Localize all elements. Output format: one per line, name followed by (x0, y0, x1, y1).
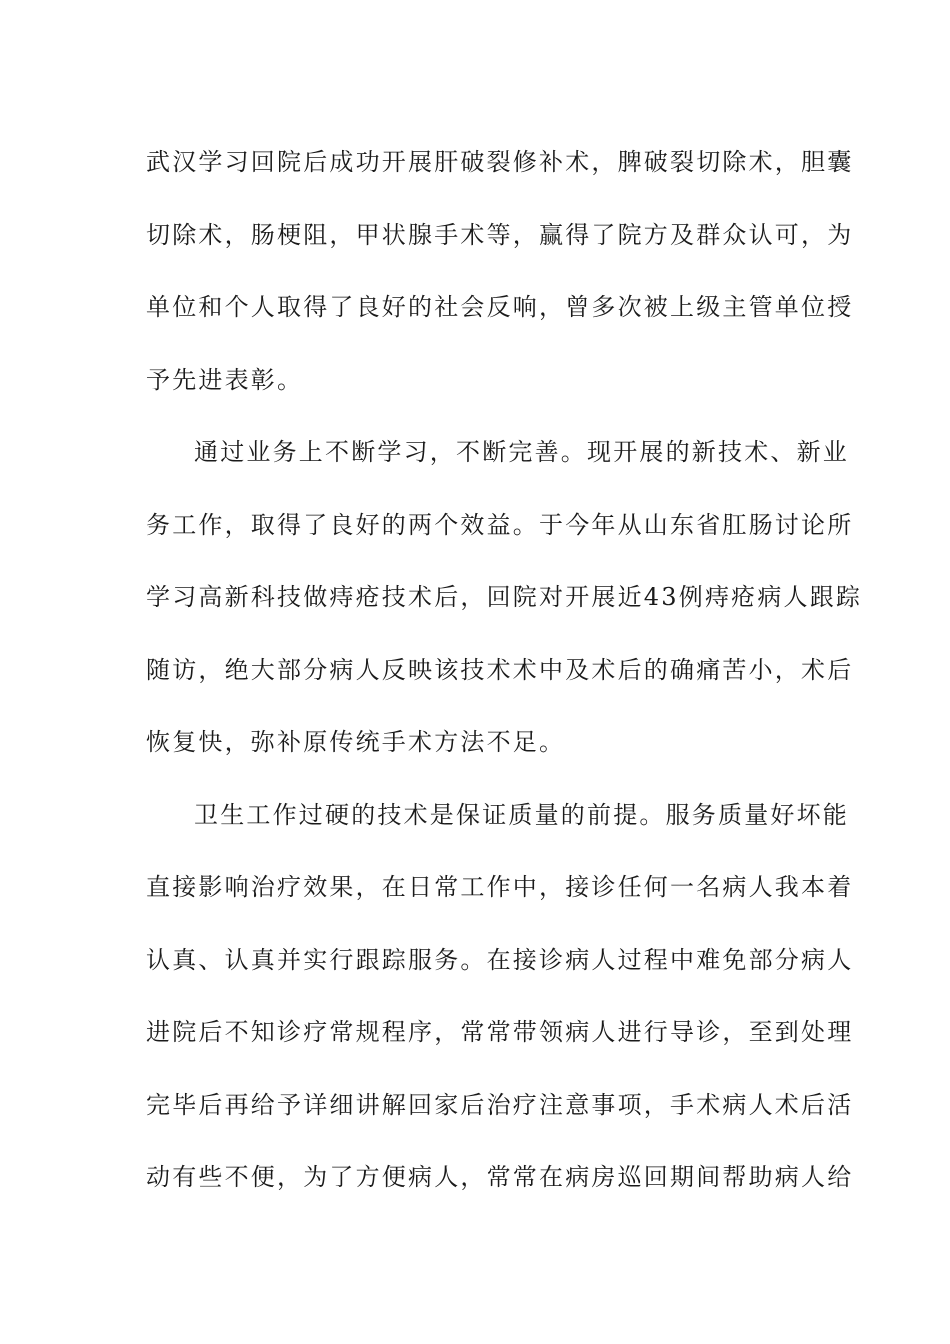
text-line: 完毕后再给予详细讲解回家后治疗注意事项，手术病人术后活 (146, 1090, 854, 1119)
text-line: 直接影响治疗效果，在日常工作中，接诊任何一名病人我本着 (146, 873, 854, 901)
text-line: 随访，绝大部分病人反映该技术术中及术后的确痛苦小，术后 (146, 655, 854, 684)
body-text (146, 126, 863, 1214)
paragraph-first-line: 卫生工作过硬的技术是保证质量的前提。服务质量好坏能 (194, 800, 849, 829)
text-line: 切除术，肠梗阻，甲状腺手术等，赢得了院方及群众认可，为 (146, 220, 854, 249)
text-line: 予先进表彰。 (146, 365, 304, 394)
text-line: 学习高新科技做痔疮技术后，回院对开展近43例痔疮病人跟踪 (146, 583, 863, 611)
paragraph-first-line: 通过业务上不断学习，不断完善。现开展的新技术、新业 (194, 438, 849, 466)
text-line: 武汉学习回院后成功开展肝破裂修补术，脾破裂切除术，胆囊 (146, 148, 854, 176)
text-line: 认真、认真并实行跟踪服务。在接诊病人过程中难免部分病人 (146, 945, 854, 974)
text-line: 动有些不便，为了方便病人，常常在病房巡回期间帮助病人给 (146, 1163, 854, 1191)
text-line: 务工作，取得了良好的两个效益。于今年从山东省肛肠讨论所 (146, 510, 854, 539)
text-line: 恢复快，弥补原传统手术方法不足。 (146, 728, 566, 756)
text-line: 进院后不知诊疗常规程序，常常带领病人进行导诊，至到处理 (146, 1018, 854, 1046)
text-line: 单位和个人取得了良好的社会反响，曾多次被上级主管单位授 (146, 293, 854, 321)
